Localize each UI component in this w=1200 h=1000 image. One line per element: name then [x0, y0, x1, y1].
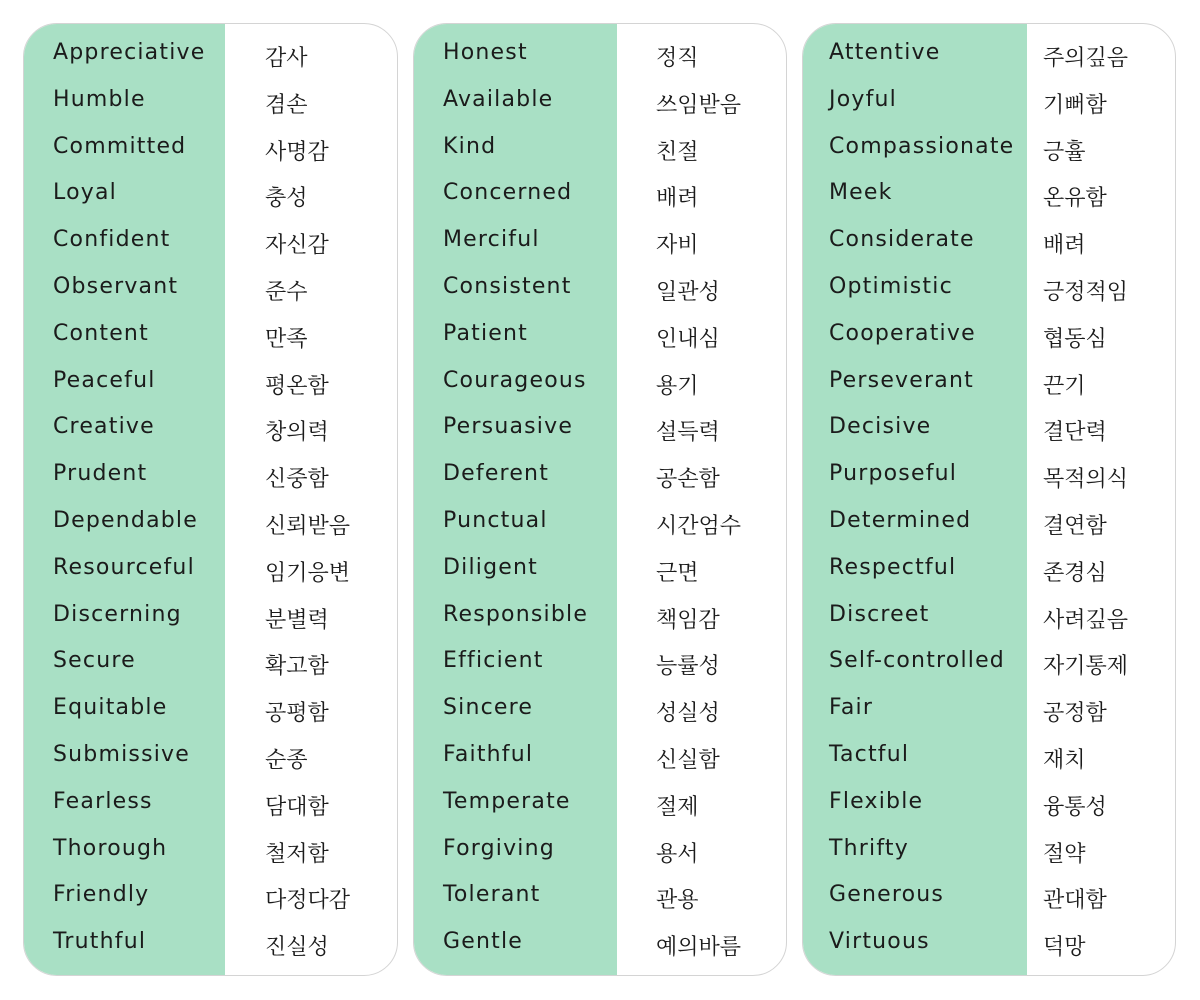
vocab-row	[24, 638, 397, 685]
vocab-row	[24, 404, 397, 451]
english-word: Persuasive	[443, 414, 574, 440]
english-word: Secure	[53, 648, 136, 674]
vocab-row	[414, 311, 786, 358]
vocab-row	[414, 124, 786, 171]
english-word: Efficient	[443, 648, 544, 674]
korean-word: 진실성	[265, 935, 329, 961]
korean-word: 분별력	[265, 607, 329, 633]
vocab-row	[803, 919, 1175, 966]
vocab-row	[803, 826, 1175, 873]
character-card-2	[413, 23, 787, 976]
korean-word: 관용	[656, 888, 699, 914]
korean-word: 절제	[656, 794, 699, 820]
english-word: Patient	[443, 320, 529, 346]
english-word: Tactful	[829, 742, 910, 767]
vocab-row	[24, 124, 397, 171]
english-word: Diligent	[443, 554, 538, 580]
korean-word: 융통성	[1043, 794, 1107, 820]
vocab-row	[24, 545, 397, 592]
english-word: Prudent	[53, 461, 148, 487]
korean-word: 근면	[656, 560, 699, 586]
vocab-row	[24, 498, 397, 545]
vocab-row	[414, 30, 786, 77]
vocab-row	[414, 638, 786, 685]
english-word: Appreciative	[53, 40, 206, 65]
vocab-row	[803, 404, 1175, 451]
english-word: Fearless	[53, 788, 153, 814]
english-word: Resourceful	[53, 554, 195, 580]
vocab-row	[414, 358, 786, 405]
vocab-row	[414, 170, 786, 217]
vocab-row	[803, 872, 1175, 919]
english-word: Purposeful	[829, 461, 958, 487]
vocab-row	[803, 498, 1175, 545]
vocab-row	[803, 685, 1175, 732]
korean-word: 인내심	[656, 326, 720, 352]
english-word: Discerning	[53, 601, 182, 627]
korean-word: 자비	[656, 233, 699, 259]
korean-word: 만족	[265, 326, 308, 352]
korean-word: 임기응변	[265, 560, 351, 586]
korean-word: 철저함	[265, 841, 329, 867]
vocab-row	[803, 732, 1175, 779]
korean-word: 사명감	[265, 139, 329, 165]
english-word: Virtuous	[829, 929, 930, 955]
korean-word: 신뢰받음	[265, 514, 351, 539]
vocab-row	[803, 77, 1175, 124]
korean-word: 일관성	[656, 280, 720, 305]
korean-word: 용서	[656, 841, 699, 867]
vocab-row	[24, 451, 397, 498]
english-word: Flexible	[829, 788, 924, 814]
vocab-row	[24, 779, 397, 826]
english-word: Observant	[53, 274, 179, 299]
english-word: Responsible	[443, 601, 589, 627]
korean-word: 다정다감	[265, 888, 351, 914]
korean-word: 감사	[265, 46, 308, 71]
vocab-row	[803, 264, 1175, 311]
vocab-row	[414, 685, 786, 732]
korean-word: 겸손	[265, 92, 308, 118]
vocab-row	[24, 311, 397, 358]
vocab-row	[414, 217, 786, 264]
vocab-row	[803, 30, 1175, 77]
korean-word: 친절	[656, 139, 699, 165]
english-word: Peaceful	[53, 367, 156, 393]
korean-word: 기뻐함	[1043, 92, 1107, 118]
english-word: Honest	[443, 40, 528, 65]
korean-word: 창의력	[265, 420, 329, 446]
korean-word: 성실성	[656, 701, 720, 727]
korean-word: 온유함	[1043, 186, 1107, 212]
english-word: Decisive	[829, 414, 932, 440]
korean-word: 사려깊음	[1043, 607, 1129, 633]
english-word: Self-controlled	[829, 648, 1005, 674]
english-word: Dependable	[53, 508, 198, 533]
vocab-row	[803, 170, 1175, 217]
korean-word: 결연함	[1043, 514, 1107, 539]
korean-word: 자신감	[265, 233, 329, 259]
english-word: Thorough	[53, 835, 168, 861]
vocab-row	[803, 358, 1175, 405]
english-word: Submissive	[53, 742, 191, 767]
korean-word: 공손함	[656, 467, 720, 493]
english-word: Courageous	[443, 367, 587, 393]
vocab-row	[24, 592, 397, 639]
korean-word: 존경심	[1043, 560, 1107, 586]
korean-word: 책임감	[656, 607, 720, 633]
vocab-row	[414, 919, 786, 966]
vocab-row	[24, 358, 397, 405]
vocab-row	[24, 872, 397, 919]
korean-word: 자기통제	[1043, 654, 1129, 680]
korean-word: 긍휼	[1043, 139, 1086, 165]
english-word: Committed	[53, 133, 187, 159]
korean-word: 확고함	[265, 654, 329, 680]
english-word: Equitable	[53, 695, 168, 721]
english-word: Fair	[829, 695, 874, 721]
korean-word: 쓰임받음	[656, 92, 742, 118]
english-word: Confident	[53, 227, 171, 253]
english-word: Faithful	[443, 742, 534, 767]
english-word: Meek	[829, 180, 893, 206]
english-word: Generous	[829, 882, 945, 908]
english-word: Deferent	[443, 461, 550, 487]
korean-word: 끈기	[1043, 373, 1086, 399]
vocab-row	[24, 919, 397, 966]
english-word: Humble	[53, 86, 146, 112]
english-word: Loyal	[53, 180, 117, 206]
korean-word: 시간엄수	[656, 514, 742, 539]
vocab-row	[803, 451, 1175, 498]
korean-word: 재치	[1043, 748, 1086, 773]
english-word: Gentle	[443, 929, 523, 955]
vocab-row	[803, 779, 1175, 826]
korean-word: 주의깊음	[1043, 46, 1129, 71]
english-word: Discreet	[829, 601, 930, 627]
vocab-row	[803, 545, 1175, 592]
english-word: Joyful	[829, 86, 897, 112]
english-word: Respectful	[829, 554, 957, 580]
vocab-row	[414, 826, 786, 873]
korean-word: 신실함	[656, 748, 720, 773]
vocab-row	[414, 872, 786, 919]
vocab-row	[414, 732, 786, 779]
korean-word: 목적의식	[1043, 467, 1129, 493]
english-word: Concerned	[443, 180, 573, 206]
vocab-row	[803, 311, 1175, 358]
english-word: Friendly	[53, 882, 150, 908]
korean-word: 협동심	[1043, 326, 1107, 352]
english-word: Punctual	[443, 508, 548, 533]
vocab-row	[803, 124, 1175, 171]
korean-word: 공정함	[1043, 701, 1107, 727]
korean-word: 정직	[656, 46, 699, 71]
korean-word: 긍정적임	[1043, 280, 1129, 305]
vocab-row	[414, 77, 786, 124]
english-word: Perseverant	[829, 367, 974, 393]
vocab-row	[414, 404, 786, 451]
korean-word: 준수	[265, 280, 308, 305]
vocab-row	[414, 498, 786, 545]
english-word: Sincere	[443, 695, 534, 721]
korean-word: 충성	[265, 186, 308, 212]
vocab-row	[414, 545, 786, 592]
character-card-1	[23, 23, 398, 976]
vocab-row	[24, 77, 397, 124]
english-word: Determined	[829, 508, 972, 533]
vocab-row	[803, 592, 1175, 639]
vocab-row	[803, 217, 1175, 264]
vocab-row	[24, 732, 397, 779]
korean-word: 덕망	[1043, 935, 1086, 961]
english-word: Cooperative	[829, 320, 976, 346]
vocab-row	[24, 685, 397, 732]
english-word: Optimistic	[829, 274, 953, 299]
vocab-row	[24, 264, 397, 311]
vocab-row	[414, 264, 786, 311]
korean-word: 담대함	[265, 794, 329, 820]
character-card-3	[802, 23, 1176, 976]
english-word: Merciful	[443, 227, 540, 253]
vocab-row	[414, 592, 786, 639]
korean-word: 절약	[1043, 841, 1086, 867]
english-word: Content	[53, 320, 149, 346]
korean-word: 설득력	[656, 420, 720, 446]
vocab-row	[24, 826, 397, 873]
english-word: Forgiving	[443, 835, 555, 861]
english-word: Consistent	[443, 274, 572, 299]
english-word: Considerate	[829, 227, 975, 253]
korean-word: 공평함	[265, 701, 329, 727]
korean-word: 순종	[265, 748, 308, 773]
english-word: Kind	[443, 133, 497, 159]
english-word: Tolerant	[443, 882, 541, 908]
korean-word: 평온함	[265, 373, 329, 399]
korean-word: 결단력	[1043, 420, 1107, 446]
korean-word: 예의바름	[656, 935, 742, 961]
vocab-row	[24, 217, 397, 264]
korean-word: 배려	[1043, 233, 1086, 259]
vocab-row	[24, 170, 397, 217]
korean-word: 관대함	[1043, 888, 1107, 914]
korean-word: 신중함	[265, 467, 329, 493]
english-word: Truthful	[53, 929, 147, 955]
english-word: Creative	[53, 414, 155, 440]
english-word: Attentive	[829, 40, 941, 65]
english-word: Thrifty	[829, 835, 909, 861]
vocab-row	[414, 451, 786, 498]
vocab-row	[24, 30, 397, 77]
english-word: Available	[443, 86, 554, 112]
korean-word: 용기	[656, 373, 699, 399]
korean-word: 배려	[656, 186, 699, 212]
korean-word: 능률성	[656, 654, 720, 680]
english-word: Temperate	[443, 788, 571, 814]
vocab-row	[803, 638, 1175, 685]
vocab-row	[414, 779, 786, 826]
english-word: Compassionate	[829, 133, 1015, 159]
